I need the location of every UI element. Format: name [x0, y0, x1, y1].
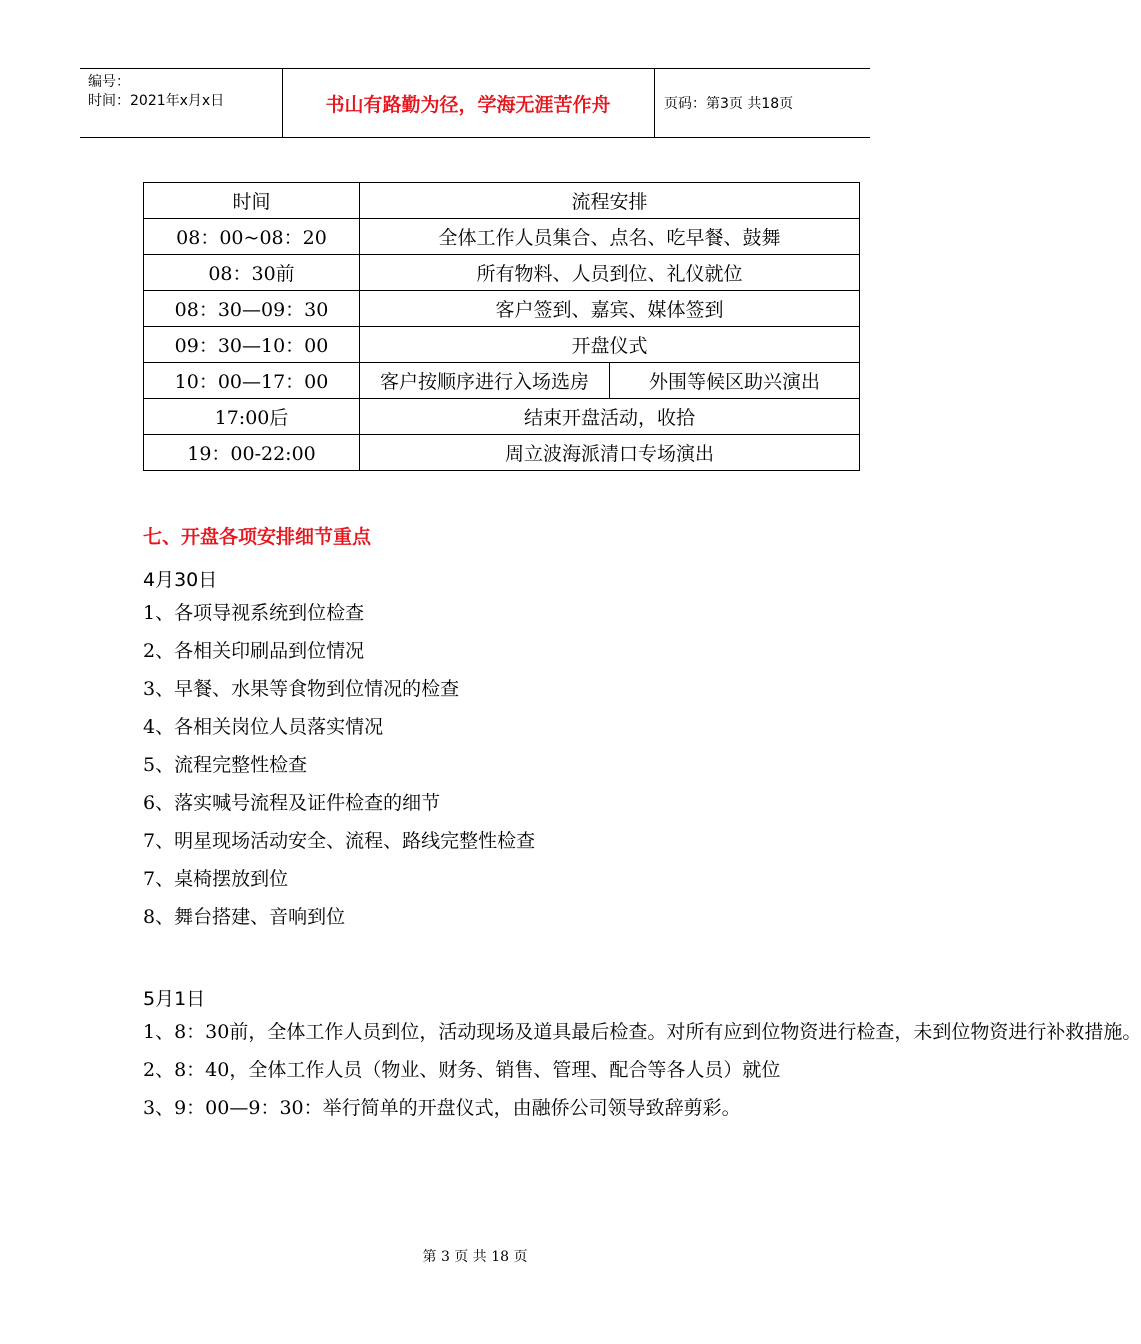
time-cell: 19：00-22:00	[144, 435, 360, 471]
date-heading: 5月1日	[143, 988, 206, 1010]
date-heading: 4月30日	[143, 569, 218, 591]
checklist-april-30	[143, 594, 535, 936]
activity-cell: 结束开盘活动，收拾	[360, 399, 860, 435]
header-divider	[654, 69, 655, 137]
list-item: 8、舞台搭建、音响到位	[143, 906, 346, 928]
page-header	[80, 68, 870, 138]
header-page-info: 页码：第3页 共18页	[664, 96, 794, 112]
time-cell: 08：00~08：20	[144, 219, 360, 255]
list-item: 6、落实喊号流程及证件检查的细节	[143, 792, 441, 814]
column-header-time: 时间	[144, 183, 360, 219]
table-row	[144, 255, 860, 291]
activity-cell-b: 外围等候区助兴演出	[610, 363, 860, 399]
activity-cell: 全体工作人员集合、点名、吃早餐、鼓舞	[360, 219, 860, 255]
document-number-label: 编号：	[88, 74, 130, 90]
section-title: 七、开盘各项安排细节重点	[143, 526, 372, 548]
table-row	[144, 327, 860, 363]
checklist-may-1	[143, 1013, 1141, 1127]
column-header-activity: 流程安排	[360, 183, 860, 219]
list-item: 2、8：40，全体工作人员（物业、财务、销售、管理、配合等各人员）就位	[143, 1059, 781, 1081]
table-row	[144, 291, 860, 327]
table-row	[144, 363, 860, 399]
activity-cell-a: 客户按顺序进行入场选房	[360, 363, 610, 399]
activity-cell: 开盘仪式	[360, 327, 860, 363]
header-motto: 书山有路勤为径，学海无涯苦作舟	[325, 93, 611, 116]
time-cell: 10：00—17：00	[144, 363, 360, 399]
document-date: 时间：2021年x月x日	[88, 93, 225, 109]
list-item: 7、明星现场活动安全、流程、路线完整性检查	[143, 830, 536, 852]
header-meta	[88, 73, 224, 111]
list-item: 3、早餐、水果等食物到位情况的检查	[143, 678, 460, 700]
page-footer: 第 3 页 共 18 页	[422, 1249, 528, 1265]
list-item: 4、各相关岗位人员落实情况	[143, 716, 384, 738]
time-cell: 17:00后	[144, 399, 360, 435]
activity-cell: 所有物料、人员到位、礼仪就位	[360, 255, 860, 291]
list-item: 3、9：00—9：30：举行简单的开盘仪式，由融侨公司领导致辞剪彩。	[143, 1097, 741, 1119]
activity-cell: 周立波海派清口专场演出	[360, 435, 860, 471]
time-cell: 09：30—10：00	[144, 327, 360, 363]
table-row	[144, 435, 860, 471]
table-row	[144, 399, 860, 435]
time-cell: 08：30前	[144, 255, 360, 291]
schedule-table	[143, 182, 860, 471]
activity-cell: 客户签到、嘉宾、媒体签到	[360, 291, 860, 327]
list-item: 1、8：30前，全体工作人员到位，活动现场及道具最后检查。对所有应到位物资进行检查，未到位物资进行补救措施。	[143, 1021, 1141, 1043]
list-item: 1、各项导视系统到位检查	[143, 602, 365, 624]
table-header-row	[144, 183, 860, 219]
list-item: 7、桌椅摆放到位	[143, 868, 289, 890]
list-item: 5、流程完整性检查	[143, 754, 308, 776]
table-row	[144, 219, 860, 255]
list-item: 2、各相关印刷品到位情况	[143, 640, 365, 662]
time-cell: 08：30—09：30	[144, 291, 360, 327]
